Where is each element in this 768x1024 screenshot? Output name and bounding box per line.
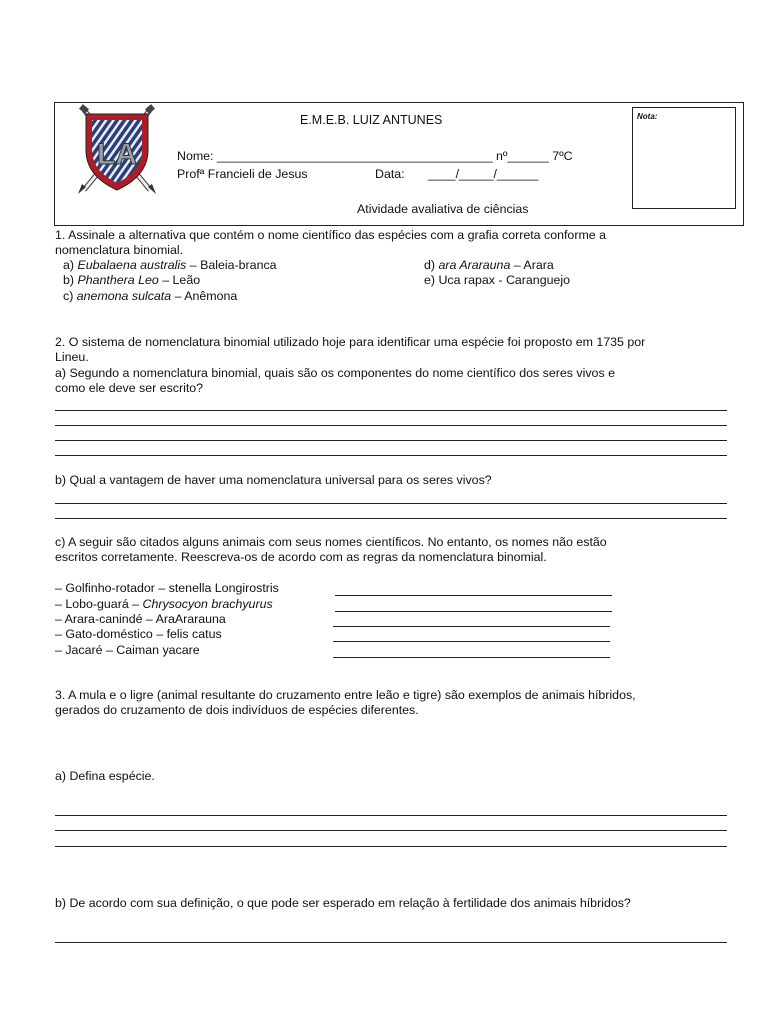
q3a-prompt: a) Defina espécie. <box>55 769 155 783</box>
q2-prompt-cont: Lineu. <box>55 350 89 364</box>
animal-text: – Gato-doméstico – felis catus <box>55 627 222 641</box>
answer-line[interactable] <box>55 846 727 847</box>
logo-letters: LA <box>97 138 137 171</box>
animal-item <box>55 627 222 641</box>
q1-option-e[interactable]: e) Uca rapax - Caranguejo <box>424 273 571 287</box>
answer-line[interactable] <box>333 641 610 642</box>
animal-text: – Jacaré – Caiman yacare <box>55 643 200 657</box>
q1-option-b[interactable] <box>63 273 200 287</box>
animal-scientific: Chrysocyon brachyurus <box>142 597 273 611</box>
answer-line[interactable] <box>55 410 727 411</box>
q2-prompt: 2. O sistema de nomenclatura binomial utilizado hoje para identificar uma espécie foi proposto em 1735 por <box>55 335 646 349</box>
q2a-prompt: a) Segundo a nomenclatura binomial, quais são os componentes do nome científico dos seres vivos e <box>55 366 615 380</box>
school-name: E.M.E.B. LUIZ ANTUNES <box>300 113 443 127</box>
option-prefix: a) <box>63 258 78 272</box>
option-prefix: c) <box>63 289 77 303</box>
answer-line[interactable] <box>55 518 727 519</box>
option-scientific: Phanthera Leo <box>77 273 159 287</box>
option-prefix: b) <box>63 273 78 287</box>
q1-option-c[interactable] <box>63 289 237 303</box>
option-common: – Leão <box>158 273 201 287</box>
name-field-line: Nome: ________________________________________ nº______ 7ºC <box>177 149 573 163</box>
q3b-prompt: b) De acordo com sua definição, o que pode ser esperado em relação à fertilidade dos animais híbridos? <box>55 896 631 910</box>
q2a-prompt-cont: como ele deve ser escrito? <box>55 381 204 395</box>
answer-line[interactable] <box>55 455 727 456</box>
q1-prompt: 1. Assinale a alternativa que contém o nome científico das espécies com a grafia correta conforme a <box>55 228 606 242</box>
answer-line[interactable] <box>55 503 727 504</box>
answer-line[interactable] <box>55 815 727 816</box>
q3-prompt: 3. A mula e o ligre (animal resultante do cruzamento entre leão e tigre) são exemplos de animais híbridos, <box>55 688 636 702</box>
answer-line[interactable] <box>335 611 612 612</box>
answer-line[interactable] <box>333 657 610 658</box>
animal-item <box>55 581 279 595</box>
option-prefix: d) <box>424 258 439 272</box>
grade-box <box>632 107 736 209</box>
answer-line[interactable] <box>55 942 727 943</box>
q1-prompt-cont: nomenclatura binomial. <box>55 243 184 257</box>
option-scientific: ara Ararauna <box>438 258 511 272</box>
teacher-name: Profª Francieli de Jesus <box>177 167 308 181</box>
date-label: Data: <box>375 167 405 181</box>
animal-item <box>55 597 273 611</box>
q2c-prompt-cont: escritos corretamente. Reescreva-os de acordo com as regras da nomenclatura binomial. <box>55 550 547 564</box>
option-common: – Baleia-branca <box>186 258 277 272</box>
answer-line[interactable] <box>55 425 727 426</box>
animal-text: – Golfinho-rotador – stenella Longirostris <box>55 581 279 595</box>
answer-line[interactable] <box>55 830 727 831</box>
grade-label: Nota: <box>637 112 658 121</box>
q3-prompt-cont: gerados do cruzamento de dois indivíduos de espécies diferentes. <box>55 703 419 717</box>
answer-line[interactable] <box>333 626 610 627</box>
q1-option-d[interactable] <box>424 258 554 272</box>
school-crest-logo <box>72 104 162 196</box>
animal-item <box>55 612 226 626</box>
answer-line[interactable] <box>55 440 727 441</box>
option-common: – Arara <box>510 258 554 272</box>
option-scientific: anemona sulcata <box>76 289 172 303</box>
q2c-prompt: c) A seguir são citados alguns animais com seus nomes científicos. No entanto, os nomes não estão <box>55 535 607 549</box>
answer-line[interactable] <box>335 595 612 596</box>
animal-item <box>55 643 200 657</box>
date-blank: ____/_____/______ <box>428 167 539 181</box>
option-scientific: Eubalaena australis <box>77 258 187 272</box>
animal-text: – Lobo-guará – <box>55 597 143 611</box>
q2b-prompt: b) Qual a vantagem de haver uma nomenclatura universal para os seres vivos? <box>55 473 492 487</box>
activity-subtitle: Atividade avaliativa de ciências <box>357 202 529 216</box>
option-common: – Anêmona <box>171 289 238 303</box>
animal-text: – Arara-canindé – AraArarauna <box>55 612 226 626</box>
q1-option-a[interactable] <box>63 258 277 272</box>
